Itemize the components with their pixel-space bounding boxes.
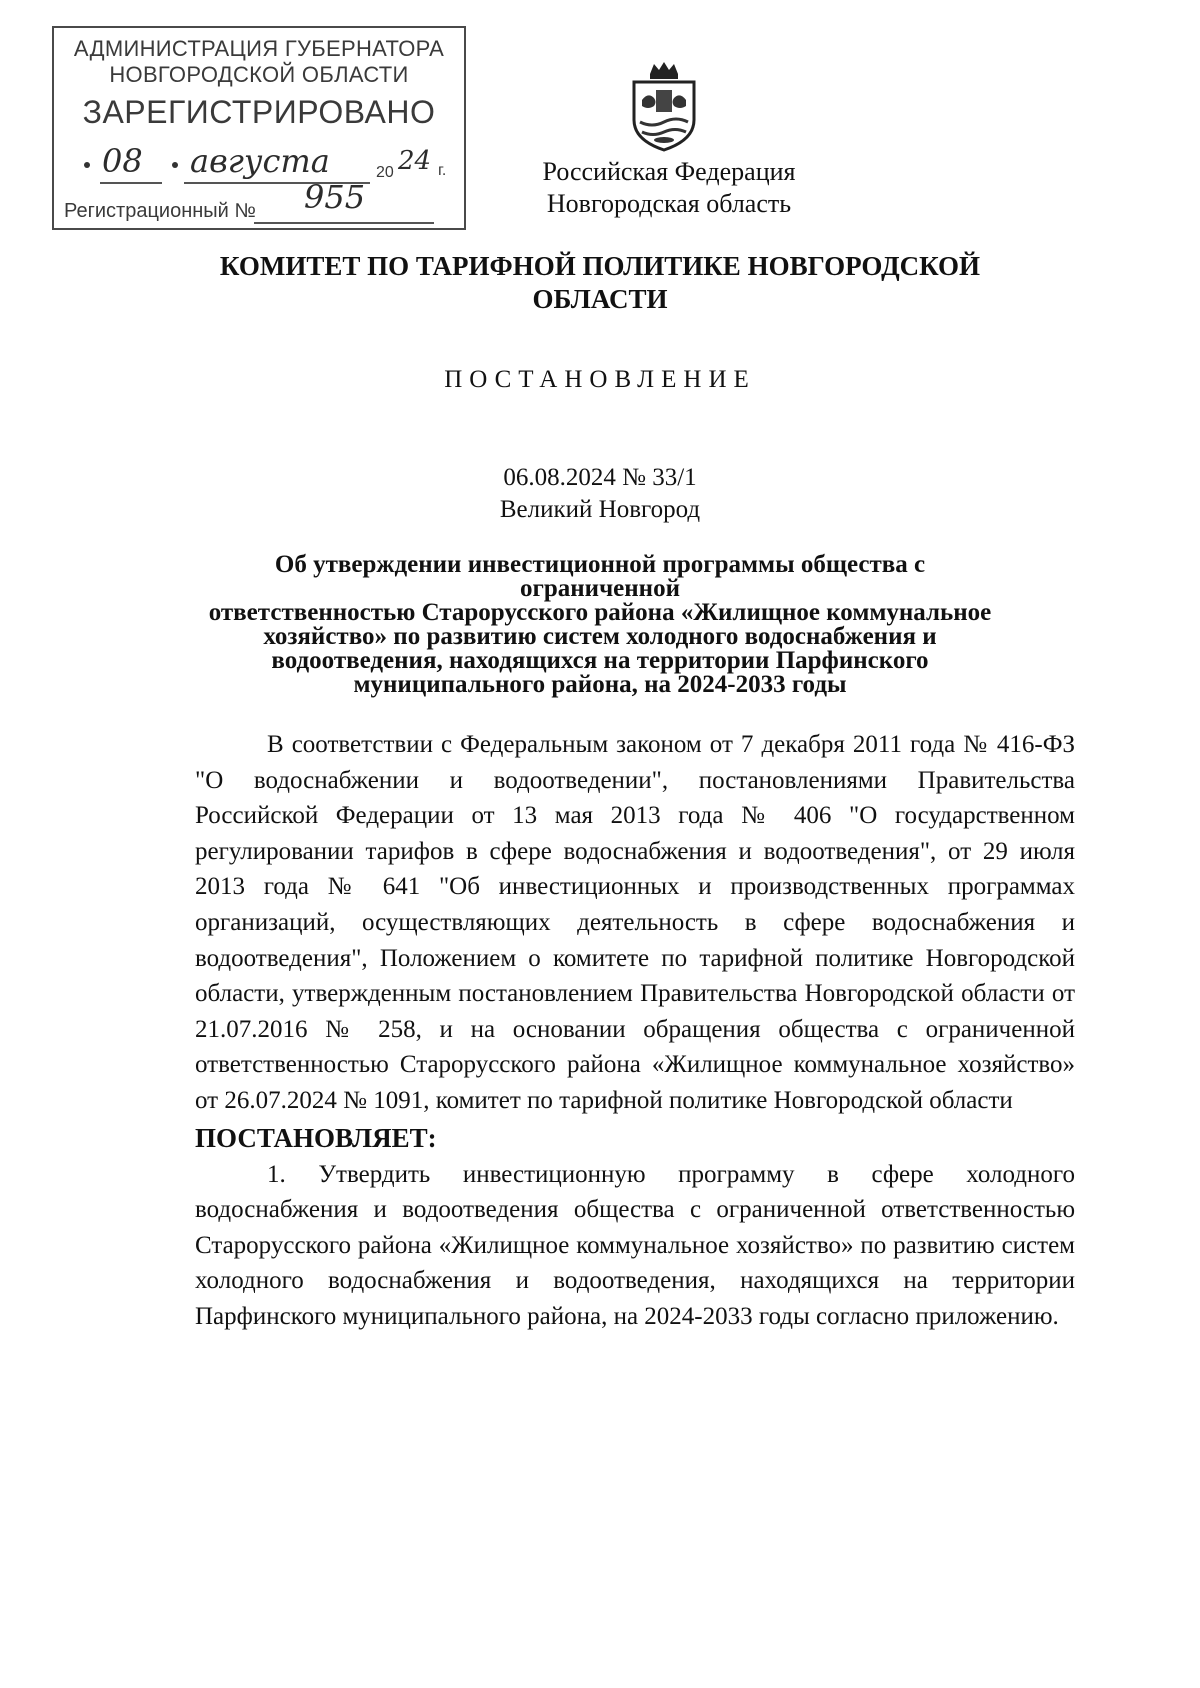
stamp-dot — [84, 162, 90, 168]
document-body — [195, 727, 1075, 1335]
committee-title-line1: КОМИТЕТ ПО ТАРИФНОЙ ПОЛИТИКЕ НОВГОРОДСКОЙ — [219, 251, 981, 281]
stamp-year: 24 — [398, 146, 432, 176]
subject-line: водоотведения, находящихся на территории Парфинского — [271, 647, 929, 674]
stamp-year-prefix: 20 — [376, 164, 394, 181]
stamp-reg-underline — [254, 222, 434, 224]
stamp-reg-label: Регистрационный № — [64, 200, 256, 222]
stamp-day-underline — [100, 182, 162, 184]
document-number-block — [150, 462, 1050, 526]
document-date-number: 06.08.2024 № 33/1 — [503, 464, 697, 491]
subject-line: Об утверждении инвестиционной программы общества с ограниченной — [274, 551, 926, 602]
preamble-paragraph: В соответствии с Федеральным законом от 7 декабря 2011 года № 416-ФЗ "О водоснабжении и водоотведении", постановлениями Правительства Российской Федерации от 13 мая 2013 года № 406 "О государственном регулировании тарифов в сфере водоснабжения и водоотведения", от 29 июля 2013 года № 641 "Об инвестиционных и производственных программах организаций, осуществляющих деятельность в сфере водоснабжения и водоотведения", Положением о комитете по тарифной политике Новгородской области, утвержденным постановлением Правительства Новгородской области от 21.07.2016 № 258, и на основании обращения общества с ограниченной ответственностью Старорусского района «Жилищное коммунальное хозяйство» от 26.07.2024 № 1091, комитет по тарифной политике Новгородской области — [195, 731, 1075, 1114]
committee-title-line2: ОБЛАСТИ — [532, 284, 668, 314]
country-block — [534, 156, 804, 220]
stamp-org-line1: АДМИНИСТРАЦИЯ ГУБЕРНАТОРА — [73, 36, 445, 61]
stamp-dot — [172, 162, 178, 168]
document-subject — [200, 553, 1000, 697]
country-name: Российская Федерация — [542, 157, 796, 186]
stamp-day: 08 — [102, 142, 143, 180]
stamp-reg-number: 955 — [304, 178, 366, 216]
committee-title — [150, 250, 1050, 316]
stamp-year-suffix: г. — [438, 162, 447, 179]
stamp-registered: ЗАРЕГИСТРИРОВАНО — [82, 94, 436, 130]
stamp-org-line2: НОВГОРОДСКОЙ ОБЛАСТИ — [109, 62, 409, 87]
document-city: Великий Новгород — [499, 496, 701, 523]
region-name: Новгородская область — [546, 189, 792, 218]
novgorod-coat-of-arms-icon — [628, 60, 700, 152]
decree-item-1: 1. Утвердить инвестиционную программу в сфере холодного водоснабжения и водоотведения общества с ограниченной ответственностью Старорусского района «Жилищное коммунальное хозяйство» по развитию систем холодного водоснабжения и водоотведения, находящихся на территории Парфинского муниципального района, на 2024-2033 годы согласно приложению. — [195, 1160, 1075, 1330]
stamp-date — [78, 142, 448, 186]
subject-line: ответственностью Старорусского района «Жилищное коммунальное — [208, 599, 992, 626]
subject-line: муниципального района, на 2024-2033 годы — [353, 671, 847, 698]
document-type: ПОСТАНОВЛЕНИЕ — [444, 366, 756, 393]
registration-stamp — [52, 26, 466, 230]
stamp-month: августа — [190, 142, 330, 180]
decree-heading: ПОСТАНОВЛЯЕТ: — [195, 1122, 437, 1153]
subject-line: хозяйство» по развитию систем холодного водоснабжения и — [263, 623, 937, 650]
